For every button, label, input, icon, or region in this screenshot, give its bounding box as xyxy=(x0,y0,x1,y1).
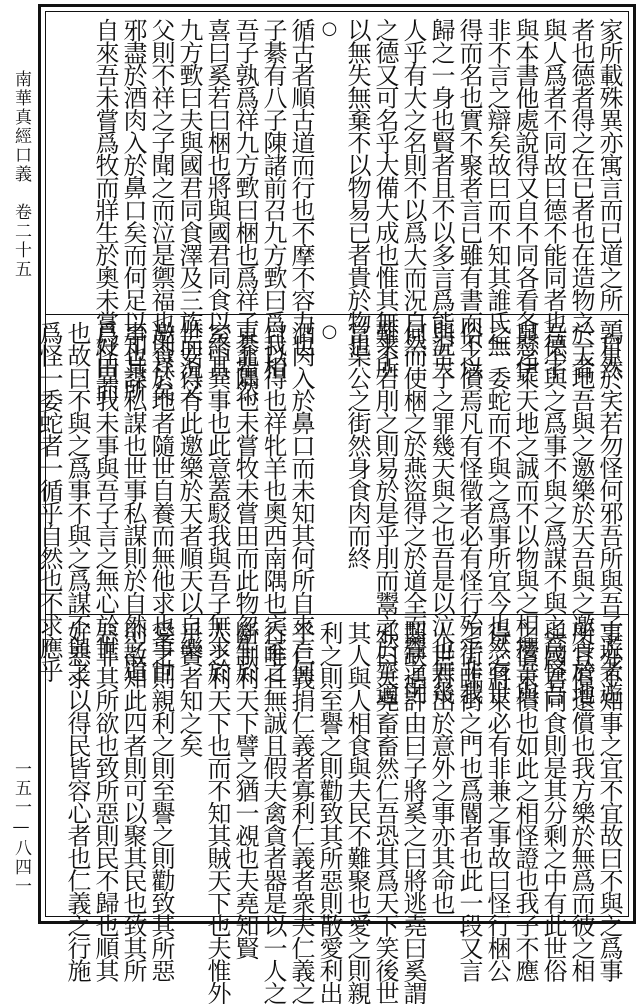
text-column: 齧缺遇許由曰子將奚之曰將逃堯曰奚謂 xyxy=(399,621,427,1004)
text-column: 邀食於地者隨世自養而無他求也事世 xyxy=(147,321,175,681)
text-column: 難不若刖之則易於是乎刖而鬻之於齊適 xyxy=(371,321,399,704)
text-column: 好惡求以得民皆容心者也仁義之行施 xyxy=(63,621,91,981)
text-column: 乎賢者知之矣 xyxy=(175,621,203,756)
text-column: 歸之一身也賢者且不以多言爲能況大 xyxy=(427,18,455,378)
text-column: 所宜償還償也我方樂於無爲而彼之相 xyxy=(567,621,595,981)
text-column: 父則不祥之子聞之而泣是禦福也則祥矣 xyxy=(147,18,175,401)
text-column: 於天地吾與之邀樂於天吾與之邀食於地 xyxy=(567,321,595,704)
text-column: 之一委蛇而不與之爲事所宜今也然有世 xyxy=(483,321,511,704)
text-frame xyxy=(35,11,629,1004)
text-column: 非不言之辯矣故曰而不知其誰氏無 xyxy=(483,18,511,356)
text-column: ○ xyxy=(319,321,340,342)
text-column: 與本書他處說得又自不同各看各懸伊 xyxy=(511,18,539,378)
text-column: 與人爲者不同故曰德不能同者也德字 xyxy=(539,18,567,378)
text-column: 者也德者得之在已者也在造物之一者 xyxy=(567,18,595,378)
text-column: 惡非其所欲也致所惡則民不歸也順其 xyxy=(91,621,119,981)
text-column: 之償未償也如此之相怪證也我子不應 xyxy=(511,621,539,981)
text-column: 乎仁義捐仁義者寡利仁義者衆夫仁義之 xyxy=(287,621,315,1004)
text-column: 酒肉入於鼻口而未知其何所自來言何 xyxy=(287,321,315,681)
text-column: 俗之償焉凡有怪徵者必有怪行殆乎非我 xyxy=(455,321,483,704)
text-column: 爲怪異我未事與吾子言之無心於世 xyxy=(91,321,119,659)
text-column: 自以得也祥牝羊也奧西南隅也宎室之 xyxy=(259,321,287,681)
text-column: 其人與人相食與夫民不難聚也愛之則親 xyxy=(343,621,371,1004)
text-column: 之德又可名乎大備大成也惟其無求所 xyxy=(371,18,399,378)
text-column: ○ xyxy=(319,18,340,39)
text-column: 室中異事也此意蓋駁我與吾子無求於 xyxy=(203,321,231,681)
text-panel-top xyxy=(46,12,628,401)
text-column: 鶉生於宎若勿怪何邪吾所與吾子遊者遊 xyxy=(595,321,623,704)
text-column: 世安得有此邀樂於天者順天以自樂 xyxy=(175,321,203,659)
text-column: 斷制利天下譬之猶一覕也夫堯知賢 xyxy=(231,621,259,959)
page-reference-margin: 一五一—八四一 xyxy=(11,760,31,896)
text-column: 也故曰不與之爲事不與之爲謀不與之 xyxy=(63,321,91,681)
text-column: 人之利天下也而不知其賊天下也夫惟外 xyxy=(203,621,231,1004)
text-column: 得之將來必有非兼之事故曰怪行梱公 xyxy=(483,621,511,981)
text-column: 得而名也實不聚者言已雖有書而不以 xyxy=(455,18,483,378)
text-column: 與國君同食則是其分剩之中有此世俗 xyxy=(539,621,567,981)
text-column: 吾子孰爲祥九方歅曰梱也爲祥子綦瞿然 xyxy=(231,18,259,401)
text-column: 事亦不知事之宜不宜故曰不與之爲事 xyxy=(595,621,623,981)
text-panel-bottom xyxy=(46,614,628,1004)
text-column: 自來吾未嘗爲牧而牂生於奧未嘗好田而 xyxy=(91,18,119,401)
text-column: 何而使梱之於燕盜得之於道全而鬻之則 xyxy=(399,321,427,704)
text-column: 當渠公之街然身食肉而終 xyxy=(343,321,371,569)
text-column: 家所載殊異亦寓言而已道之所一自然 xyxy=(595,18,623,378)
text-column: 喜曰奚若曰梱也將與國君同食以終其 xyxy=(203,18,231,378)
text-column: 邪盡於酒肉入於鼻口矣而何足以知其所 xyxy=(119,18,147,401)
text-column: 與吾子之罪幾天與之也吾是以泣也無幾 xyxy=(427,321,455,704)
text-column: 人乎有大之名則不以爲大而況自然 xyxy=(399,18,427,356)
text-column: 爲怪一委蛇者一循乎自然也不求應乎 xyxy=(35,321,63,681)
text-column: 吾不與之爲事不與之爲謀不與之爲怪吾 xyxy=(539,321,567,704)
text-column: 與之乘天地之誠而不以物與之相攖吾與 xyxy=(511,321,539,704)
text-column: 九方歅曰夫與國君同食澤及三族而況父 xyxy=(175,18,203,401)
page-frame xyxy=(35,4,636,1004)
text-column: 邪曰夫堯畜畜然仁吾恐其爲天下笑後世 xyxy=(371,621,399,1004)
text-column: 東北隅也未嘗牧未嘗田而此物忽生於 xyxy=(231,321,259,681)
text-column: 事也謀私謀也世事私謀則於自然之道 xyxy=(119,321,147,681)
text-column: 循古者順古道而行也不摩不容力也 xyxy=(287,18,315,356)
text-column: 以無失無棄不以物易已者貴於物也 xyxy=(343,18,371,356)
text-column: 之街臨街之門也爲閽者也此一段又言 xyxy=(455,621,483,981)
book-title-margin: 南華真經口義 卷二十五 xyxy=(11,70,31,279)
text-column: 子綦有八子陳諸前召九方歅曰爲我相 xyxy=(259,18,287,378)
text-column: 行唯且無誠且假夫禽貪者器是以一人之 xyxy=(259,621,287,1004)
text-column: 則散知此四者則可以聚其民也致其所 xyxy=(119,621,147,981)
text-column: 愛之則親利之則至譽之則勸致其所惡 xyxy=(147,621,175,981)
text-column: 人世有出於意外之事亦其命也 xyxy=(427,621,455,914)
text-column: 利之則至譽之則勸致其所惡則散愛利出 xyxy=(315,621,343,1004)
